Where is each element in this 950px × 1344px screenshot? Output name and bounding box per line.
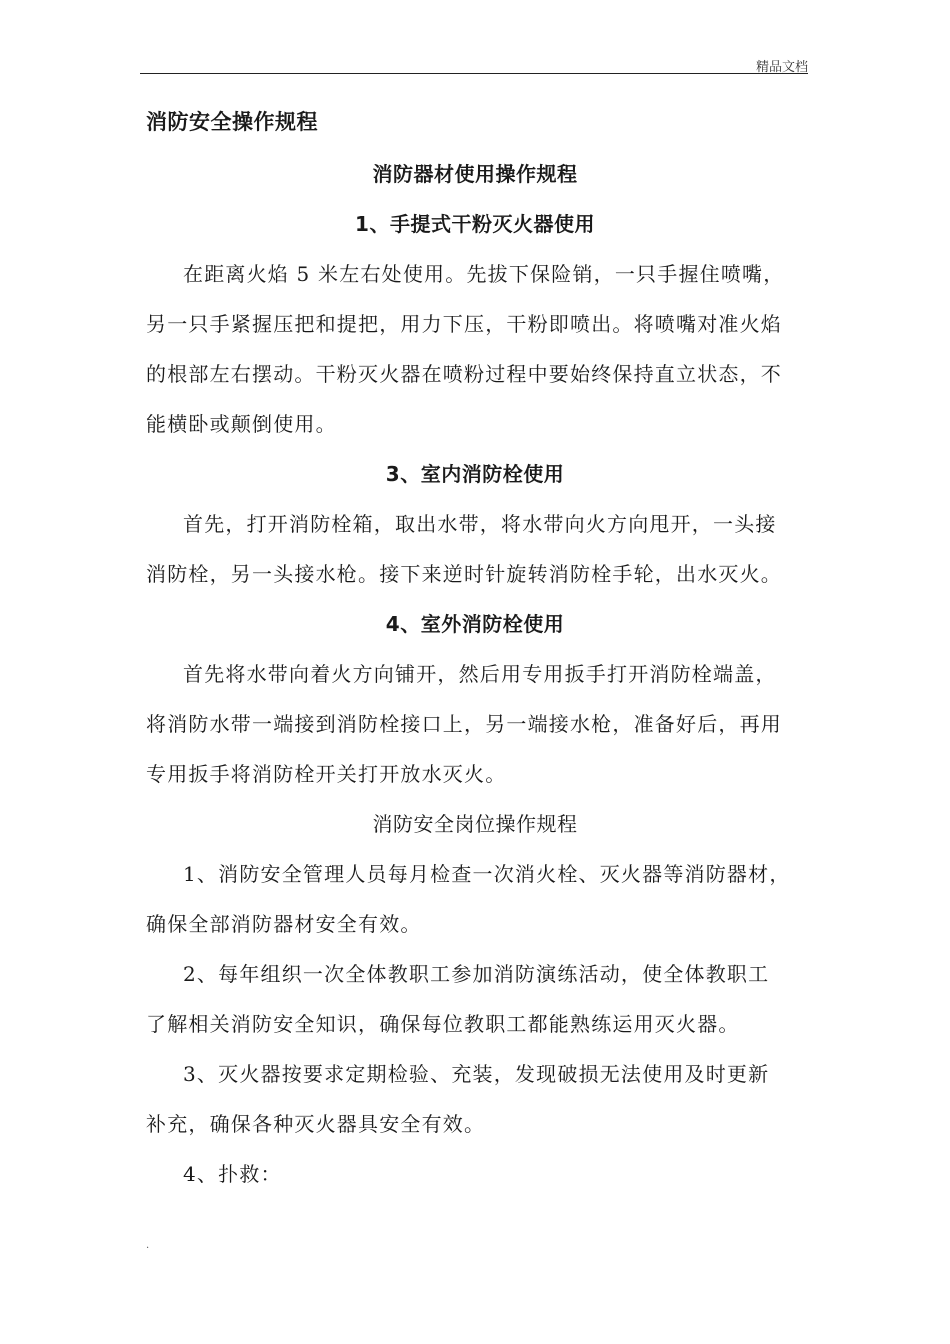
footer-mark: . bbox=[146, 1240, 150, 1251]
list-item-line: 确保全部消防器材安全有效。 bbox=[146, 912, 422, 936]
paragraph-line: 在距离火焰 5 米左右处使用。先拔下保险销，一只手握住喷嘴， bbox=[183, 262, 785, 286]
paragraph-line: 消防栓，另一头接水枪。接下来逆时针旋转消防栓手轮，出水灭火。 bbox=[146, 562, 782, 586]
paragraph-line: 首先将水带向着火方向铺开，然后用专用扳手打开消防栓端盖， bbox=[183, 662, 777, 686]
subsection-heading-extinguisher: 1、手提式干粉灭火器使用 bbox=[355, 212, 595, 236]
list-item-line: 2、每年组织一次全体教职工参加消防演练活动，使全体教职工 bbox=[183, 962, 770, 986]
list-item-line: 补充，确保各种灭火器具安全有效。 bbox=[146, 1112, 486, 1136]
paragraph-line: 将消防水带一端接到消防栓接口上，另一端接水枪，准备好后，再用 bbox=[146, 712, 782, 736]
document-title: 消防安全操作规程 bbox=[146, 110, 318, 134]
subsection-heading-outdoor-hydrant: 4、室外消防栓使用 bbox=[385, 612, 565, 636]
paragraph-line: 首先，打开消防栓箱，取出水带，将水带向火方向甩开，一头接 bbox=[183, 512, 777, 536]
header-divider bbox=[140, 73, 808, 74]
list-item-line: 4、扑救： bbox=[183, 1162, 282, 1186]
section-heading-equipment: 消防器材使用操作规程 bbox=[372, 162, 578, 186]
paragraph-line: 另一只手紧握压把和提把，用力下压，干粉即喷出。将喷嘴对准火焰 bbox=[146, 312, 782, 336]
list-item-line: 3、灭火器按要求定期检验、充装，发现破损无法使用及时更新 bbox=[183, 1062, 770, 1086]
list-item-line: 了解相关消防安全知识，确保每位教职工都能熟练运用灭火器。 bbox=[146, 1012, 740, 1036]
paragraph-line: 的根部左右摆动。干粉灭火器在喷粉过程中要始终保持直立状态，不 bbox=[146, 362, 782, 386]
paragraph-line: 能横卧或颠倒使用。 bbox=[146, 412, 337, 436]
header-label: 精品文档 bbox=[755, 60, 808, 75]
paragraph-line: 专用扳手将消防栓开关打开放水灭火。 bbox=[146, 762, 507, 786]
subsection-heading-indoor-hydrant: 3、室内消防栓使用 bbox=[385, 462, 565, 486]
list-item-line: 1、消防安全管理人员每月检查一次消火栓、灭火器等消防器材， bbox=[183, 862, 791, 886]
section-heading-post-rules: 消防安全岗位操作规程 bbox=[372, 812, 578, 836]
